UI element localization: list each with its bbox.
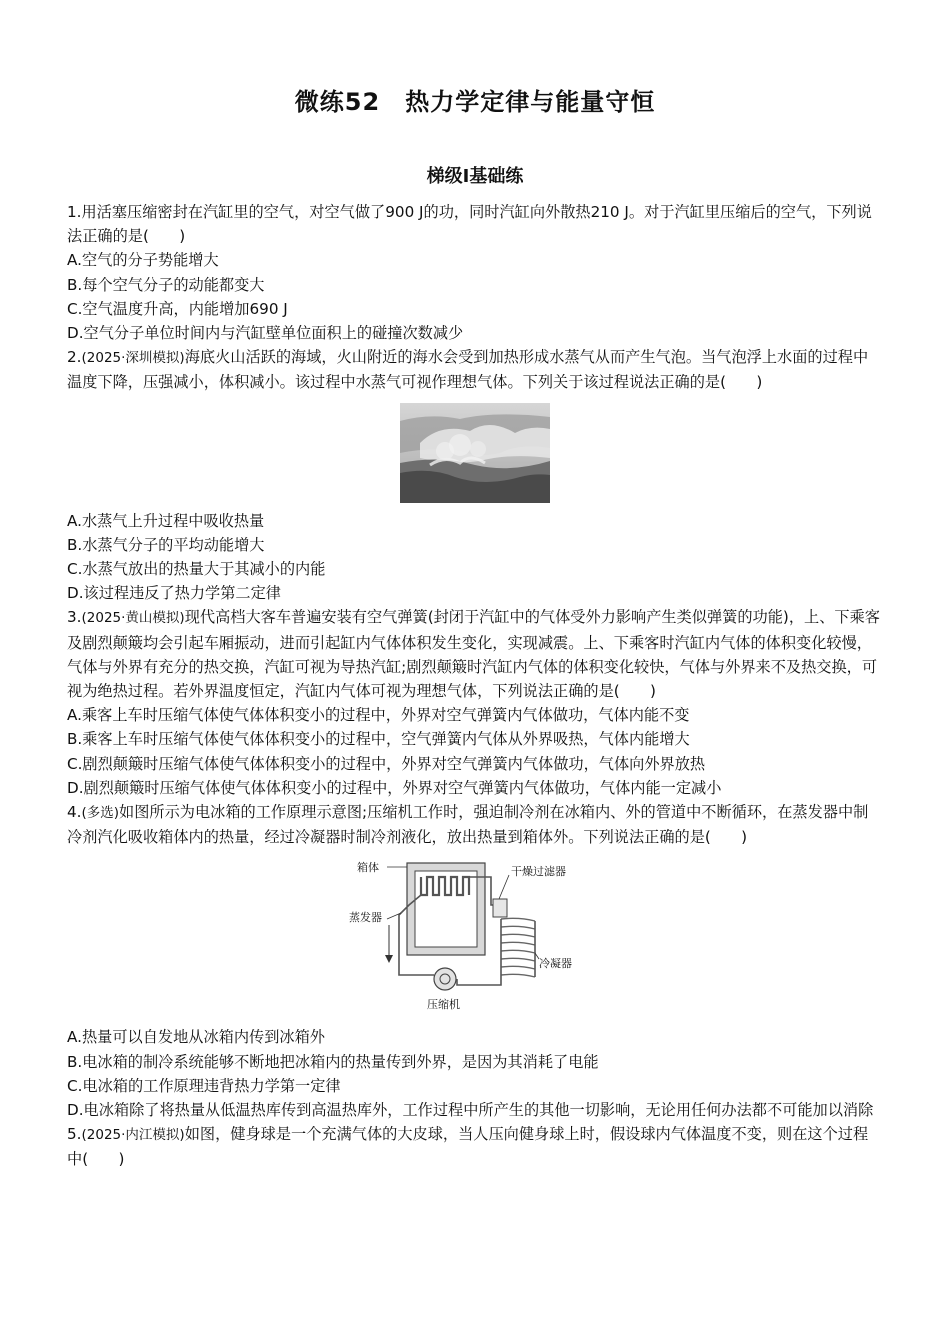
label-evaporator: 蒸发器 xyxy=(348,911,382,925)
option-d: D.该过程违反了热力学第二定律 xyxy=(67,584,281,603)
volcano-photo-image xyxy=(400,403,550,503)
question-4 xyxy=(67,800,882,1122)
compressor-shape xyxy=(434,968,456,990)
section-heading: 梯级Ⅰ基础练 xyxy=(426,166,524,187)
question-1 xyxy=(67,200,882,345)
volcano-photo xyxy=(400,403,550,503)
option-b: B.水蒸气分子的平均动能增大 xyxy=(67,535,265,554)
label-filter: 干燥过滤器 xyxy=(510,865,566,879)
question-stem xyxy=(67,1122,882,1171)
question-text: 如图所示为电冰箱的工作原理示意图;压缩机工作时，强迫制冷剂在冰箱内、外的管道中不断循环，在蒸发器中制冷剂汽化吸收箱体内的热量，经过冷凝器时制冷剂液化，放出热量到箱体外。下列说法正确的是( ) xyxy=(67,803,869,847)
question-stem xyxy=(67,605,882,703)
refrigerator-diagram-svg xyxy=(349,855,589,1015)
option-b: B.每个空气分子的动能都变大 xyxy=(67,275,265,294)
label-compressor: 压缩机 xyxy=(426,998,460,1012)
option-a: A.热量可以自发地从冰箱内传到冰箱外 xyxy=(67,1028,325,1047)
option-d: D.电冰箱除了将热量从低温热库传到高温热库外，工作过程中所产生的其他一切影响，无论用任何办法都不可能加以消除 xyxy=(67,1101,874,1120)
question-3 xyxy=(67,605,882,800)
question-source: (多选) xyxy=(81,805,120,822)
filter-shape xyxy=(493,899,507,917)
option-d: D.剧烈颠簸时压缩气体使气体体积变小的过程中，外界对空气弹簧内气体做功，气体内能一定减小 xyxy=(67,778,722,797)
question-text: 现代高档大客车普遍安装有空气弹簧(封闭于汽缸中的气体受外力影响产生类似弹簧的功能)，上、下乘客及剧烈颠簸均会引起车厢振动，进而引起缸内气体体积发生变化，实现减震。上、下乘客时汽缸内气体的体积变化较慢，气体与外界有充分的热交换，汽缸可视为导热汽缸;剧烈颠簸时汽缸内气体的体积变化较快，气体与外界来不及热交换，可视为绝热过程。若外界温度恒定，汽缸内气体可视为理想气体，下列说法正确的是( ) xyxy=(67,608,880,701)
label-condenser: 冷凝器 xyxy=(538,957,572,971)
option-a: A.空气的分子势能增大 xyxy=(67,251,219,270)
question-list xyxy=(67,200,882,1172)
question-source: (2025·黄山模拟) xyxy=(81,610,185,627)
option-b: B.乘客上车时压缩气体使气体体积变小的过程中，空气弹簧内气体从外界吸热，气体内能增大 xyxy=(67,730,690,749)
question-number: 3. xyxy=(67,608,82,627)
refrigerator-diagram xyxy=(349,855,589,1015)
option-b: B.电冰箱的制冷系统能够不断地把冰箱内的热量传到外界，是因为其消耗了电能 xyxy=(67,1052,599,1071)
question-number: 5. xyxy=(67,1125,82,1144)
option-c: C.水蒸气放出的热量大于其减小的内能 xyxy=(67,560,326,579)
option-a: A.乘客上车时压缩气体使气体体积变小的过程中，外界对空气弹簧内气体做功，气体内能不变 xyxy=(67,706,690,725)
option-a: A.水蒸气上升过程中吸收热量 xyxy=(67,511,265,530)
flow-arrow-icon xyxy=(385,955,393,963)
option-d: D.空气分子单位时间内与汽缸壁单位面积上的碰撞次数减少 xyxy=(67,324,464,343)
label-box: 箱体 xyxy=(356,861,379,875)
question-stem xyxy=(67,345,882,394)
question-number: 4. xyxy=(67,803,82,822)
option-c: C.电冰箱的工作原理违背热力学第一定律 xyxy=(67,1076,341,1095)
question-5 xyxy=(67,1122,882,1171)
question-stem xyxy=(67,800,882,849)
page-title: 微练52 热力学定律与能量守恒 xyxy=(294,88,656,116)
question-source: (2025·内江模拟) xyxy=(81,1127,185,1144)
question-text: 海底火山活跃的海域，火山附近的海水会受到加热形成水蒸气从而产生气泡。当气泡浮上水面的过程中温度下降，压强减小，体积减小。该过程中水蒸气可视作理想气体。下列关于该过程说法正确的是( ) xyxy=(67,348,869,392)
question-source: (2025·深圳模拟) xyxy=(81,350,185,367)
question-text: 如图，健身球是一个充满气体的大皮球，当人压向健身球上时，假设球内气体温度不变，则在这个过程中( ) xyxy=(67,1125,869,1169)
option-c: C.剧烈颠簸时压缩气体使气体体积变小的过程中，外界对空气弹簧内气体做功，气体向外界放热 xyxy=(67,754,706,773)
option-c: C.空气温度升高，内能增加690 J xyxy=(67,299,288,318)
question-stem: 1.用活塞压缩密封在汽缸里的空气，对空气做了900 J的功，同时汽缸向外散热210 J。对于汽缸里压缩后的空气，下列说法正确的是( ) xyxy=(67,203,872,246)
question-number: 2. xyxy=(67,348,82,367)
question-2 xyxy=(67,345,882,605)
condenser-coil xyxy=(501,919,535,978)
